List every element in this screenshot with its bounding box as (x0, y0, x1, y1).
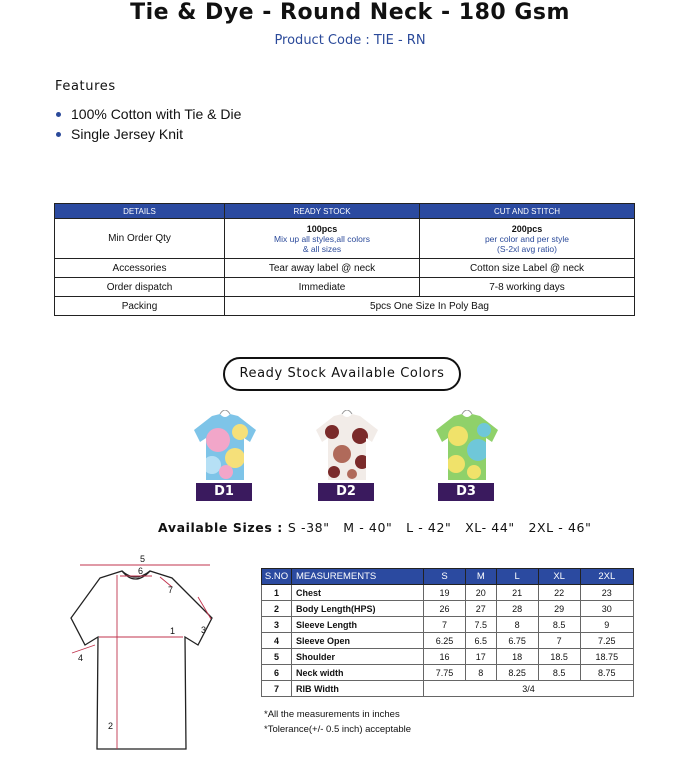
label-4: 4 (78, 653, 84, 663)
feature-item: 100% Cotton with Tie & Die (56, 104, 241, 124)
color-code-badge: D2 (318, 483, 374, 501)
label-7: 7 (168, 585, 174, 595)
table-row: 3 Sleeve Length 7 7.5 8 8.5 9 (262, 617, 634, 633)
tshirt-d1-image (190, 410, 260, 482)
label-3: 3 (201, 625, 207, 635)
tshirt-d3-image (432, 410, 502, 482)
table-row: 7 RIB Width 3/4 (262, 681, 634, 697)
bullet-icon (56, 132, 61, 137)
table-row: 4 Sleeve Open 6.25 6.5 6.75 7 7.25 (262, 633, 634, 649)
tshirt-measurement-diagram (60, 553, 230, 758)
table-row: 1 Chest 19 20 21 22 23 (262, 585, 634, 601)
features-heading: Features (55, 79, 116, 94)
label-1: 1 (170, 626, 176, 636)
table-row: Min Order Qty 100pcs Mix up all styles,all colors & all sizes 200pcs per color and per style (S-2xl avg ratio) (55, 219, 635, 259)
features-list (56, 104, 241, 144)
table-row: Packing 5pcs One Size In Poly Bag (55, 297, 635, 316)
colors-heading: Ready Stock Available Colors (223, 357, 461, 391)
table-row: Order dispatch Immediate 7-8 working days (55, 278, 635, 297)
table-row: 6 Neck width 7.75 8 8.25 8.5 8.75 (262, 665, 634, 681)
note-tolerance: *Tolerance(+/- 0.5 inch) acceptable (264, 724, 412, 735)
table-row: 2 Body Length(HPS) 26 27 28 29 30 (262, 601, 634, 617)
table-row: 5 Shoulder 16 17 18 18.5 18.75 (262, 649, 634, 665)
ready-stock-header: READY STOCK (225, 204, 420, 219)
color-code-badge: D1 (196, 483, 252, 501)
page-title: Tie & Dye - Round Neck - 180 Gsm (130, 0, 570, 25)
available-sizes: Available Sizes : S -38" M - 40" L - 42" XL- 44" 2XL - 46" (158, 520, 592, 535)
feature-item: Single Jersey Knit (56, 124, 241, 144)
measurements-table: S.NO MEASUREMENTS S M L XL 2XL 1 Chest 19 20 21 22 23 2 Body Length(HPS) 26 27 28 29 30 3 Sleeve Length 7 7.5 8 8.5 9 4 Sleeve Open 6.25 6.5 6.75 7 7.25 5 Shoulder 16 17 18 18.5 18.75 6 Neck width 7.75 8 8.25 8.5 8.75 7 RIB Width 3/4 (261, 568, 634, 697)
label-2: 2 (108, 721, 114, 731)
color-code-badge: D3 (438, 483, 494, 501)
cut-stitch-header: CUT AND STITCH (420, 204, 635, 219)
table-row: Accessories Tear away label @ neck Cotton size Label @ neck (55, 259, 635, 278)
details-header: DETAILS (55, 204, 225, 219)
bullet-icon (56, 112, 61, 117)
note-inches: *All the measurements in inches (264, 709, 400, 720)
tshirt-d2-image (312, 410, 382, 482)
label-6: 6 (138, 566, 144, 576)
details-table (54, 203, 635, 316)
label-5: 5 (140, 554, 146, 564)
product-code: Product Code : TIE - RN (274, 33, 426, 48)
